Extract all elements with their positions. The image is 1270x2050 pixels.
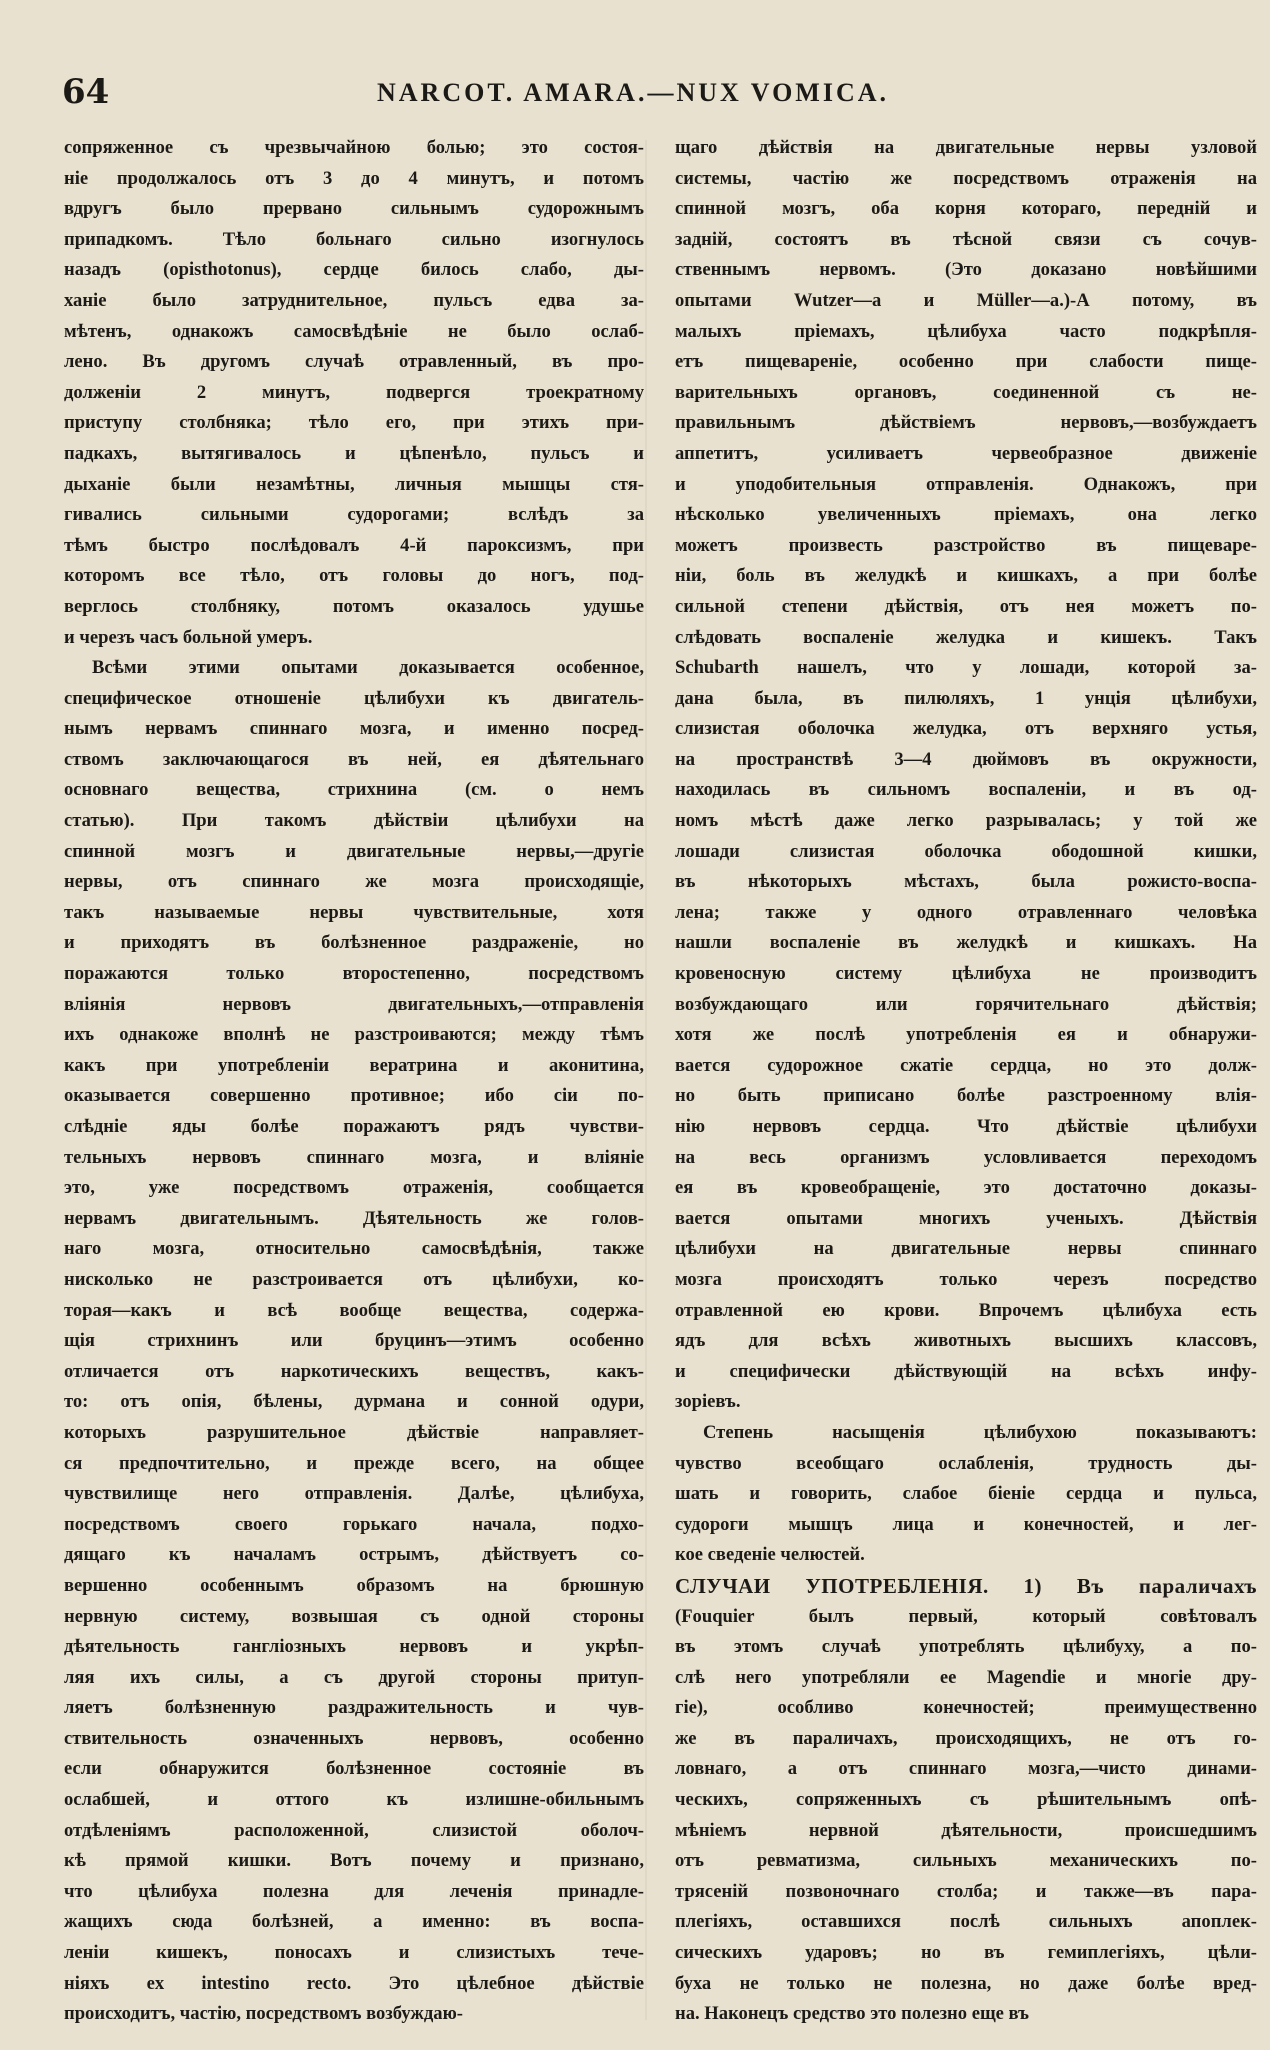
left-column-line: которомъ все тѣло, отъ головы до ногъ, под- [64, 565, 644, 587]
left-column-line: мѣтенъ, однакожъ самосвѣдѣніе не было ослаб- [64, 320, 644, 342]
right-column-line: цѣлибухи на двигательные нервы спиннаго [675, 1238, 1257, 1260]
right-column-line: (Fouquier былъ первый, который совѣтовалъ [675, 1605, 1257, 1627]
right-column-line: хотя же послѣ употребленія ея и обнаружи- [675, 1024, 1257, 1046]
left-column-line: гивались сильными судорогами; вслѣдъ за [64, 504, 644, 526]
left-column-line: ихъ однакоже вполнѣ не разстроиваются; между тѣмъ [64, 1024, 644, 1046]
right-column-line: трясеній позвоночнаго столба; и также—въ пара- [675, 1880, 1257, 1902]
left-column-line: дящаго къ началамъ острымъ, дѣйствуетъ со- [64, 1544, 644, 1566]
left-column-line: посредствомъ своего горькаго начала, подхо- [64, 1513, 644, 1535]
right-column-line: судороги мышцъ лица и конечностей, и лег- [675, 1513, 1257, 1535]
right-column-line: лена; также у одного отравленнаго человѣка [675, 901, 1257, 923]
left-column-line: ніе продолжалось отъ 3 до 4 минутъ, и потомъ [64, 167, 644, 189]
left-column-line: нервы, отъ спиннаго же мозга происходящіе, [64, 871, 644, 893]
left-column-line: нисколько не разстроивается отъ цѣлибухи, ко- [64, 1268, 644, 1290]
text-columns [64, 133, 1260, 2038]
left-column-line: происходитъ, частію, посредствомъ возбуждаю- [64, 2003, 463, 2025]
right-column-line: спинной мозгъ, оба корня котораго, передній и [675, 198, 1257, 220]
right-column-line: ственнымъ нервомъ. (Это доказано новѣйшими [675, 259, 1257, 281]
right-column-line: слѣдовать воспаленіе желудка и кишекъ. Такъ [675, 626, 1257, 648]
right-column-line: сильной степени дѣйствія, отъ нея можетъ по- [675, 595, 1257, 617]
left-column-line: оказывается совершенно противное; ибо сіи по- [64, 1085, 644, 1107]
left-column-line: жащихъ сюда болѣзней, а именно: въ воспа- [64, 1911, 644, 1933]
right-column-line: щаго дѣйствія на двигательные нервы узловой [675, 137, 1257, 158]
left-column-line: ствомъ заключающагося въ ней, ея дѣятельнаго [64, 748, 644, 770]
right-column-line: лошади слизистая оболочка ободошной кишки, [675, 840, 1257, 862]
right-column-line: на пространствѣ 3—4 дюймовъ въ окружности, [675, 748, 1257, 770]
right-column-line: буха не только не полезна, но даже болѣе вред- [675, 1972, 1257, 1994]
left-column-line: такъ называемые нервы чувствительные, хотя [64, 901, 644, 923]
left-column-line: ляетъ болѣзненную раздражительность и чув- [64, 1697, 644, 1719]
right-column-line: отравленной ею крови. Впрочемъ цѣлибуха есть [675, 1299, 1257, 1321]
left-column-line: дыханіе были незамѣтны, личныя мышцы стя- [64, 473, 644, 495]
right-column-line: же въ параличахъ, происходящихъ, не отъ го- [675, 1727, 1257, 1749]
right-column-line: нашли воспаленіе въ желудкѣ и кишкахъ. На [675, 932, 1257, 954]
right-column-line: аппетитъ, усиливаетъ червеобразное движеніе [675, 442, 1257, 464]
left-column-line: тельныхъ нервовъ спиннаго мозга, и вліяніе [64, 1146, 644, 1168]
left-column-line: падкахъ, вытягивалось и цѣпенѣло, пульсъ и [64, 442, 644, 464]
right-column-line: гіе), особливо конечностей; преимущественно [675, 1697, 1257, 1719]
right-column-line: возбуждающаго или горячительнаго дѣйствія; [675, 993, 1257, 1015]
left-column-line: ніяхъ ex intestino recto. Это цѣлебное дѣйствіе [64, 1972, 644, 1994]
right-column-line: опытами Wutzer—а и Müller—а.)-А потому, въ [675, 289, 1257, 311]
right-column-line: кое сведеніе челюстей. [675, 1544, 865, 1566]
right-column-line: слизистая оболочка желудка, отъ верхняго устья, [675, 718, 1257, 740]
right-column-line: номъ мѣстѣ даже легко разрывалась; у той же [675, 810, 1257, 832]
right-column-line: чувство всеобщаго ослабленія, трудность ды- [675, 1452, 1257, 1474]
left-column-line: дѣятельность гангліозныхъ нервовъ и укрѣп- [64, 1636, 644, 1658]
left-column-line: верглось столбняку, потомъ оказалось удушье [64, 595, 644, 617]
right-column [675, 133, 1257, 2030]
left-column-line: Всѣми этими опытами доказывается особенное, [92, 657, 644, 679]
right-column-line: плегіяхъ, оставшихся послѣ сильныхъ апоплек- [675, 1911, 1257, 1933]
left-column-line: вдругъ было прервано сильнымъ судорожнымъ [64, 198, 644, 220]
left-column-line: ствительность означенныхъ нервовъ, особенно [64, 1727, 644, 1749]
left-column-line: нымъ нервамъ спиннаго мозга, и именно посред- [64, 718, 644, 740]
right-column-line: Степень насыщенія цѣлибухою показываютъ: [703, 1421, 1257, 1443]
right-column-line: шать и говорить, слабое біеніе сердца и пульса, [675, 1483, 1257, 1505]
left-column-line: припадкомъ. Тѣло больнаго сильно изогнулось [64, 228, 644, 250]
left-column [64, 133, 644, 2030]
right-column-line: слѣ него употребляли ее Magendie и многіе дру- [675, 1666, 1257, 1688]
right-column-line: находилась въ сильномъ воспаленіи, и въ од- [675, 779, 1257, 801]
left-column-line: леніи кишекъ, поносахъ и слизистыхъ тече- [64, 1942, 644, 1964]
left-column-line: и приходятъ въ болѣзненное раздраженіе, но [64, 932, 644, 954]
page-number: 64 [62, 72, 110, 112]
right-column-line: и уподобительныя отправленія. Однакожъ, при [675, 473, 1257, 495]
left-column-line: то: отъ опія, бѣлены, дурмана и сонной одури, [64, 1391, 644, 1413]
left-column-line: лено. Въ другомъ случаѣ отравленный, въ про- [64, 351, 644, 373]
left-column-line: кѣ прямой кишки. Вотъ почему и признано, [64, 1850, 644, 1872]
left-column-line: ся предпочтительно, и прежде всего, на общее [64, 1452, 644, 1474]
right-column-line: дана была, въ пилюляхъ, 1 унція цѣлибухи, [675, 687, 1257, 709]
left-column-line: слѣдніе яды болѣе поражаютъ рядъ чувстви- [64, 1116, 644, 1137]
left-column-line: статью). При такомъ дѣйствіи цѣлибухи на [64, 810, 644, 832]
right-column-line: кровеносную систему цѣлибуха не производитъ [675, 963, 1257, 985]
right-column-line: мѣніемъ нервной дѣятельности, происшедшимъ [675, 1819, 1257, 1841]
right-column-line: зоріевъ. [675, 1391, 741, 1413]
left-column-line: основнаго вещества, стрихнина (см. о немъ [64, 779, 644, 801]
left-column-line: долженіи 2 минутъ, подвергся троекратному [64, 381, 644, 403]
left-column-line: назадъ (opisthotonus), сердце билось слабо, ды- [64, 259, 644, 281]
left-column-line: спинной мозгъ и двигательные нервы,—другіе [64, 840, 644, 862]
left-column-line: и черезъ часъ больной умеръ. [64, 626, 313, 648]
page-header [62, 72, 1230, 112]
left-column-line: нервамъ двигательнымъ. Дѣятельность же голов- [64, 1207, 644, 1229]
left-column-line: отдѣленіямъ расположенной, слизистой оболоч- [64, 1819, 644, 1841]
right-column-line: можетъ произвесть разстройство въ пищеваре- [675, 534, 1257, 556]
left-column-line: поражаются только второстепенно, посредствомъ [64, 963, 644, 985]
right-column-line: етъ пищевареніе, особенно при слабости пище- [675, 351, 1257, 373]
right-column-line: нѣсколько увеличенныхъ пріемахъ, она легко [675, 504, 1257, 526]
right-column-line: мозга происходятъ только черезъ посредство [675, 1268, 1257, 1290]
right-column-line: ядъ для всѣхъ животныхъ высшихъ классовъ, [675, 1330, 1257, 1352]
left-column-line: специфическое отношеніе цѣлибухи къ двигатель- [64, 687, 644, 709]
right-column-line: отъ ревматизма, сильныхъ механическихъ по- [675, 1850, 1257, 1872]
right-column-line: и специфически дѣйствующій на всѣхъ инфу- [675, 1360, 1257, 1382]
right-column-line: ловнаго, а отъ спиннаго мозга,—чисто динами- [675, 1758, 1257, 1780]
right-column-line: системы, частію же посредствомъ отраженія на [675, 167, 1257, 189]
right-column-line: вается опытами многихъ ученыхъ. Дѣйствія [675, 1207, 1257, 1229]
right-column-line: СЛУЧАИ УПОТРЕБЛЕНІЯ. 1) Въ параличахъ [675, 1573, 1257, 1598]
left-column-line: наго мозга, относительно самосвѣдѣнія, также [64, 1238, 644, 1260]
left-column-line: если обнаружится болѣзненное состояніе въ [64, 1758, 644, 1780]
right-column-line: въ нѣкоторыхъ мѣстахъ, была рожисто-воспа- [675, 871, 1257, 893]
right-column-line: Schubarth нашелъ, что у лошади, которой за- [675, 657, 1257, 679]
left-column-line: это, уже посредствомъ отраженія, сообщается [64, 1177, 644, 1199]
right-column-line: задній, состоятъ въ тѣсной связи съ сочув- [675, 228, 1257, 250]
left-column-line: что цѣлибуха полезна для леченія принадле- [64, 1880, 644, 1902]
right-column-line: на. Наконецъ средство это полезно еще въ [675, 2003, 1029, 2025]
left-column-line: вершенно особеннымъ образомъ на брюшную [64, 1574, 644, 1596]
left-column-line: чувствилище него отправленія. Далѣе, цѣлибуха, [64, 1483, 644, 1505]
left-column-line: какъ при употребленіи вератрина и аконитина, [64, 1054, 644, 1076]
right-column-line: нію нервовъ сердца. Что дѣйствіе цѣлибухи [675, 1116, 1257, 1137]
right-column-line: но быть приписано болѣе разстроенному влія- [675, 1085, 1257, 1107]
left-column-line: щія стрихнинъ или бруцинъ—этимъ особенно [64, 1330, 644, 1352]
right-column-line: на весь организмъ условливается переходомъ [675, 1146, 1257, 1168]
left-column-line: ляя ихъ силы, а съ другой стороны притуп- [64, 1666, 644, 1688]
left-column-line: отличается отъ наркотическихъ веществъ, какъ- [64, 1360, 644, 1382]
left-column-line: вліянія нервовъ двигательныхъ,—отправленія [64, 993, 644, 1015]
right-column-line: ніи, боль въ желудкѣ и кишкахъ, а при болѣе [675, 565, 1257, 587]
left-column-line: которыхъ разрушительное дѣйствіе направляет- [64, 1421, 644, 1443]
left-column-line: нервную систему, возвышая съ одной стороны [64, 1605, 644, 1627]
right-column-line: правильнымъ дѣйствіемъ нервовъ,—возбуждаетъ [675, 412, 1257, 434]
left-column-line: ослабшей, и оттого къ излишне-обильнымъ [64, 1789, 644, 1811]
left-column-line: торая—какъ и всѣ вообще вещества, содержа- [64, 1299, 644, 1321]
left-column-line: приступу столбняка; тѣло его, при этихъ при- [64, 412, 644, 434]
left-column-line: сопряженное съ чрезвычайною болью; это состоя- [64, 137, 644, 158]
right-column-line: сическихъ ударовъ; но въ гемиплегіяхъ, цѣли- [675, 1942, 1257, 1964]
left-column-line: ханіе было затруднительное, пульсъ едва за- [64, 289, 644, 311]
right-column-line: вается судорожное сжатіе сердца, но это долж- [675, 1054, 1257, 1076]
right-column-line: малыхъ пріемахъ, цѣлибуха часто подкрѣпля- [675, 320, 1257, 342]
right-column-line: ческихъ, сопряженныхъ съ рѣшительнымъ опѣ- [675, 1789, 1257, 1811]
right-column-line: варительныхъ органовъ, соединенной съ не- [675, 381, 1257, 403]
right-column-line: ея въ кровеобращеніе, это достаточно доказы- [675, 1177, 1257, 1199]
right-column-line: въ этомъ случаѣ употреблять цѣлибуху, а по- [675, 1636, 1257, 1658]
running-head: NARCOT. AMARA.—NUX VOMICA. [377, 78, 890, 107]
left-column-line: тѣмъ быстро послѣдовалъ 4-й пароксизмъ, при [64, 534, 644, 556]
